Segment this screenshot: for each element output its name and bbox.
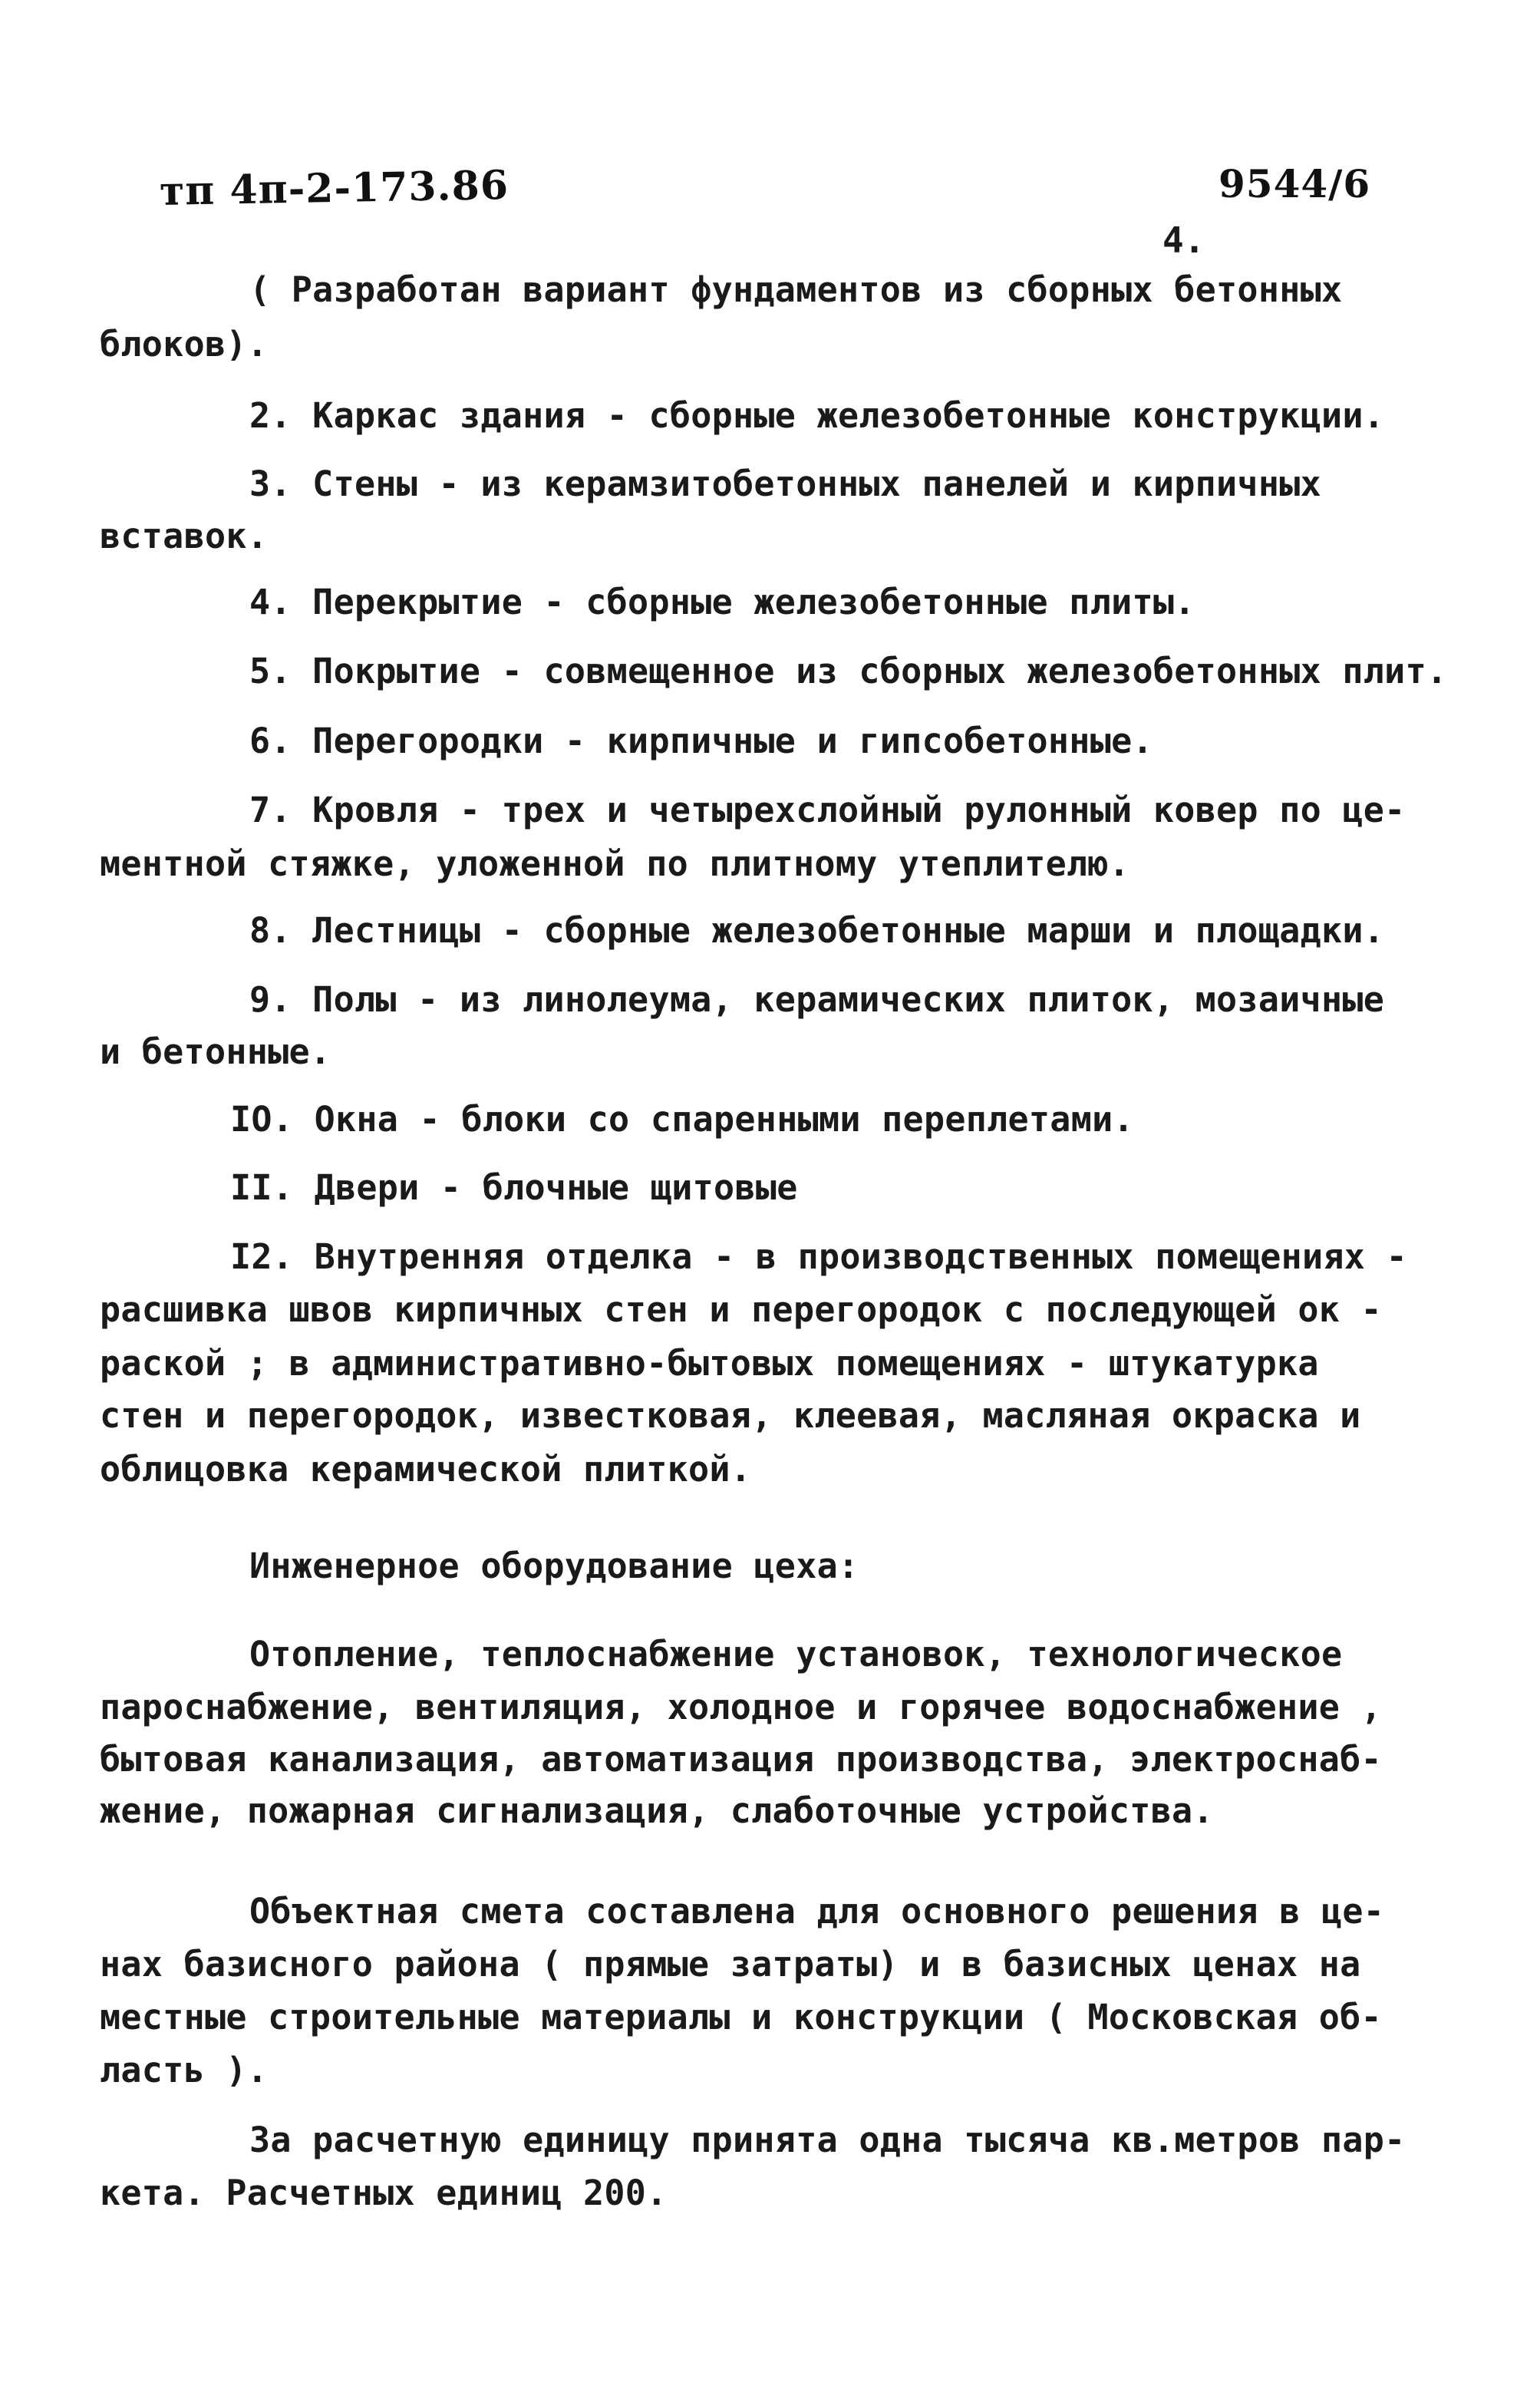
text-line: ( Разработан вариант фундаментов из сборных бетонных [249, 269, 1343, 310]
text-line: IO. Окна - блоки со спаренными переплетами. [230, 1099, 1134, 1140]
text-line: 6. Перегородки - кирпичные и гипсобетонные. [249, 721, 1153, 761]
text-line: ментной стяжке, уложенной по плитному утеплителю. [100, 843, 1130, 884]
text-line: вставок. [100, 516, 269, 556]
text-line: стен и перегородок, известковая, клеевая, масляная окраска и [100, 1395, 1361, 1436]
text-line: жение, пожарная сигнализация, слаботочные устройства. [100, 1790, 1214, 1831]
text-line: 3. Стены - из керамзитобетонных панелей и кирпичных [249, 464, 1322, 504]
text-line: II. Двери - блочные щитовые [230, 1167, 798, 1208]
text-line: ласть ). [100, 2050, 269, 2090]
text-line: блоков). [100, 324, 269, 365]
section-heading: Инженерное оборудование цеха: [249, 1546, 859, 1586]
text-line: I2. Внутренняя отделка - в производственных помещениях - [230, 1236, 1407, 1277]
text-line: пароснабжение, вентиляция, холодное и горячее водоснабжение , [100, 1687, 1382, 1727]
text-line: За расчетную единицу принята одна тысяча кв.метров пар- [249, 2120, 1406, 2160]
text-line: Отопление, теплоснабжение установок, технологическое [249, 1634, 1343, 1674]
text-line: кета. Расчетных единиц 200. [100, 2173, 668, 2213]
document-code: тп 4п-2-173.86 [159, 162, 509, 215]
text-line: 2. Каркас здания - сборные железобетонные конструкции. [249, 395, 1385, 436]
text-line: 9. Полы - из линолеума, керамических плиток, мозаичные [249, 979, 1385, 1020]
text-line: и бетонные. [100, 1031, 331, 1072]
text-line: Объектная смета составлена для основного решения в це- [249, 1891, 1385, 1932]
page-number: 4. [1162, 219, 1205, 261]
text-line: нах базисного района ( прямые затраты) и в базисных ценах на [100, 1944, 1361, 1985]
text-line: бытовая канализация, автоматизация производства, электроснаб- [100, 1739, 1382, 1780]
text-line: облицовка керамической плиткой. [100, 1449, 752, 1490]
text-line: 8. Лестницы - сборные железобетонные марши и площадки. [249, 910, 1385, 951]
text-line: 5. Покрытие - совмещенное из сборных железобетонных плит. [249, 651, 1448, 691]
text-line: 7. Кровля - трех и четырехслойный рулонный ковер по це- [249, 790, 1406, 830]
text-line: раской ; в административно-бытовых помещениях - штукатурка [100, 1343, 1319, 1384]
text-line: 4. Перекрытие - сборные железобетонные плиты. [249, 582, 1195, 622]
text-line: местные строительные материалы и конструкции ( Московская об- [100, 1997, 1382, 2037]
text-line: расшивка швов кирпичных стен и перегородок с последующей ок - [100, 1289, 1382, 1330]
inventory-number: 9544/6 [1218, 161, 1371, 206]
